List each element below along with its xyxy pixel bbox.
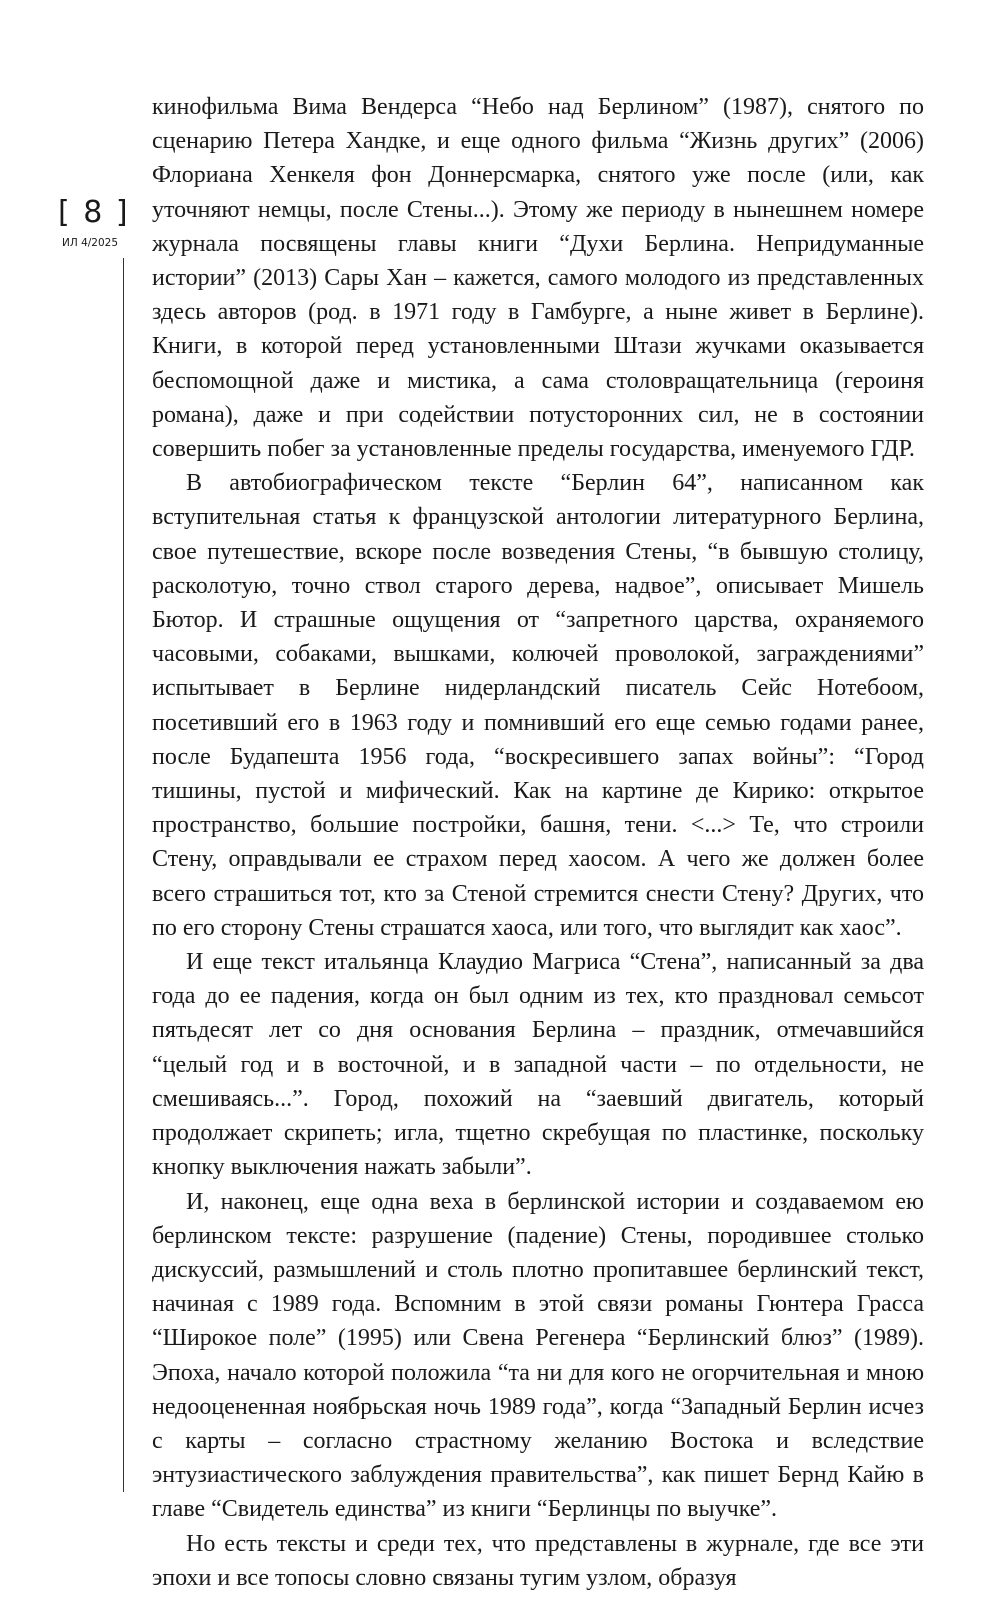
body-text xyxy=(152,90,924,1595)
paragraph: Но есть тексты и среди тех, что представлены в журнале, где все эти эпохи и все топосы словно связаны тугим узлом, образуя xyxy=(152,1530,924,1591)
journal-issue-label: ИЛ 4/2025 xyxy=(61,237,119,249)
paragraph: И еще текст итальянца Клаудио Магриса “Стена”, написанный за два года до ее падения, когда он был одним из тех, кто праздновал семьсот пятьдесят лет со дня основания Берлина – праздник, отмечавшийся “целый год и в восточной, и в западной части – по отдельности, не смешиваясь...”. Город, похожий на “заевший двигатель, который продолжает скрипеть; игла, тщетно скребущая по пластинке, поскольку кнопку выключения нажать забыли”. xyxy=(152,949,924,1181)
margin-rule xyxy=(123,258,124,1492)
paragraph: И, наконец, еще одна веха в берлинской истории и создаваемом ею берлинском тексте: разрушение (падение) Стены, породившее столько дискуссий, размышлений и столь плотно пропитавшее берлинский текст, начиная с 1989 года. Вспомним в этой связи романы Гюнтера Грасса “Широкое поле” (1995) или Свена Регенера “Берлинский блюз” (1989). Эпоха, начало которой положила “та ни для кого не огорчительная и мною недооцененная ноябрьская ночь 1989 года”, когда “Западный Берлин исчез с карты – согласно страстному желанию Востока и вследствие энтузиастического заблуждения правительства”, как пишет Бернд Кайю в главе “Свидетель единства” из книги “Берлинцы по выучке”. xyxy=(152,1188,924,1523)
page-number: [ 8 ] xyxy=(58,195,130,230)
paragraph-continued: кинофильма Вима Вендерса “Небо над Берлином” (1987), снятого по сценарию Петера Хандке, и еще одного фильма “Жизнь других” (2006) Флориана Хенкеля фон Доннерсмарка, снятого уже после (или, как уточняют немцы, после Стены...). Этому же периоду в нынешнем номере журнала посвящены главы книги “Духи Берлина. Непридуманные истории” (2013) Сары Хан – кажется, самого молодого из представленных здесь авторов (род. в 1971 году в Гамбурге, а ныне живет в Берлине). Книги, в которой перед установленными Штази жучками оказывается беспомощной даже и мистика, а сама столовращательница (героиня романа), даже и при содействии потусторонних сил, не в состоянии совершить побег за установленные пределы государства, именуемого ГДР. xyxy=(152,94,924,463)
page-folio xyxy=(58,195,130,250)
paragraph: В автобиографическом тексте “Берлин 64”, написанном как вступительная статья к французской антологии литературного Берлина, свое путешествие, вскоре после возведения Стены, “в бывшую столицу, расколотую, точно ствол старого дерева, надвое”, описывает Мишель Бютор. И страшные ощущения от “запретного царства, охраняемого часовыми, собаками, вышками, колючей проволокой, заграждениями” испытывает в Берлине нидерландский писатель Сейс Нотебоом, посетивший его в 1963 году и помнивший его еще семью годами ранее, после Будапешта 1956 года, “воскресившего запах войны”: “Город тишины, пустой и мифический. Как на картине де Кирико: открытое пространство, большие постройки, башня, тени. <...> Те, что строили Стену, оправдывали ее страхом перед хаосом. А чего же должен более всего страшиться тот, кто за Стеной стремится снести Стену? Других, что по его сторону Стены страшатся хаоса, или того, что выглядит как хаос”. xyxy=(152,470,924,941)
